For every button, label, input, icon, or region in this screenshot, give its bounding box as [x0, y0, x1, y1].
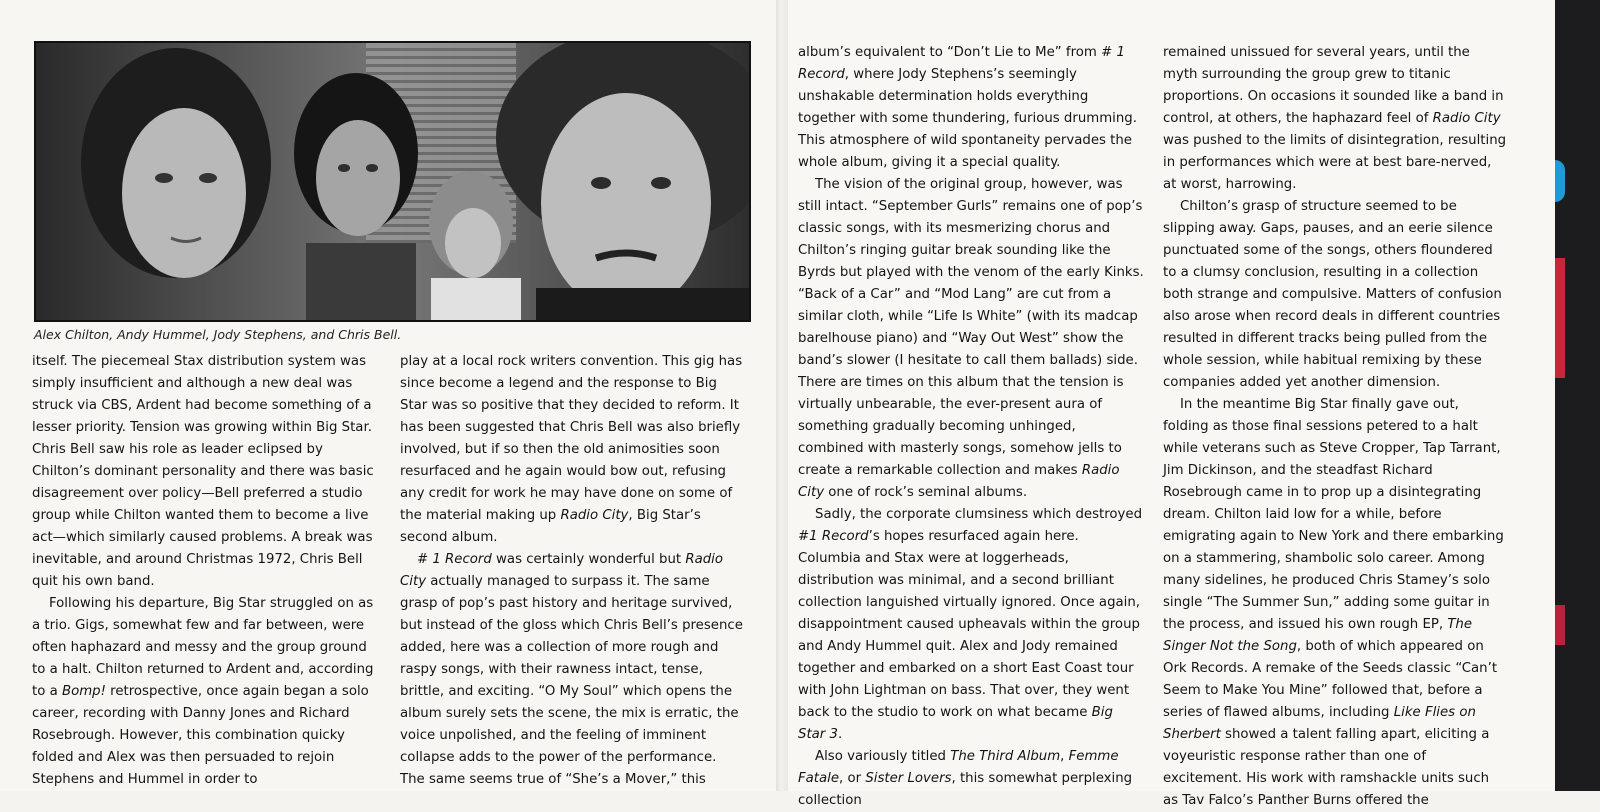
- text-column-1: [32, 351, 382, 791]
- paragraph-text: , where Jody Stephens’s seemingly unshakable determination holds everything together with some thundering, furious drumming. This atmosphere of wild spontaneity pervades the whole album, giving it a special quality.: [798, 67, 1137, 170]
- cover-stripe-blue: [1555, 160, 1565, 202]
- paragraph-text: , Big Star’s second album.: [400, 508, 701, 545]
- band-photo-image: [36, 43, 749, 320]
- paragraph: [798, 42, 1144, 174]
- paragraph: [400, 549, 743, 791]
- paragraph-text: one of rock’s seminal albums.: [824, 485, 1028, 500]
- paragraph-text: ’s hopes resurfaced again here. Columbia and Stax were at loggerheads, distribution was minimal, and a second brilliant collection languished virtually ignored. Once again, disappointment caused upheavals within the group and Andy Hummel quit. Alex and Jody remained together and embarked on a short East Coast tour with John Lightman on bass. That over, they went back to the studio to work on what became: [798, 529, 1141, 720]
- album-title: Femme Fatale: [798, 749, 1119, 786]
- cover-edge: [1555, 0, 1600, 791]
- photo-caption: Alex Chilton, Andy Hummel, Jody Stephens, and Chris Bell.: [34, 327, 402, 342]
- paragraph: [1163, 394, 1508, 812]
- text-column-3: [798, 42, 1144, 812]
- paragraph: [798, 174, 1144, 504]
- cover-stripe-red-2: [1555, 605, 1565, 645]
- album-title: #1 Record: [798, 529, 869, 544]
- album-title: # 1 Record: [798, 45, 1125, 82]
- album-title: Radio City: [798, 463, 1120, 500]
- paragraph: [1163, 42, 1508, 196]
- paragraph-text: ,: [1060, 749, 1069, 764]
- cover-stripe-red: [1555, 258, 1565, 378]
- paragraph-text: In the meantime Big Star finally gave out, folding as those final sessions petered to a halt while veterans such as Steve Cropper, Tap Tarrant, Jim Dickinson, and the steadfast Richard Rosebrough came in to prop up a disintegrating dream. Chilton laid low for a while, before emigrating again to New York and there embarking on a stammering, shambolic solo career. Among many sidelines, he produced Chris Stamey’s solo single “The Summer Sun,” adding some guitar in the process, and issued his own rough EP,: [1163, 397, 1504, 632]
- paragraph-text: .: [837, 727, 843, 742]
- paragraph-text: , both of which appeared on Ork Records. A remake of the Seeds classic “Can’t Seem to Make You Mine” followed that, before a series of flawed albums, including: [1163, 639, 1498, 720]
- band-photo: [34, 41, 751, 322]
- paragraph-text: play at a local rock writers convention. This gig has since become a legend and the response to Big Star was so positive that they decided to reform. It has been suggested that Chris Bell was also briefly involved, but if so then the old animosities soon resurfaced and he again would bow out, refusing any credit for work he may have done on some of the material making up: [400, 354, 743, 523]
- paragraph: [32, 351, 382, 593]
- paragraph: [400, 351, 743, 549]
- paragraph-text: Chilton’s grasp of structure seemed to be slipping away. Gaps, pauses, and an eerie silence punctuated some of the songs, others floundered to a clumsy conclusion, resulting in a collection both strange and compulsive. Matters of confusion also arose when record deals in different countries resulted in different tracks being pulled from the whole session, while habitual remixing by these companies added yet another dimension.: [1163, 199, 1502, 390]
- album-title: Sister Lovers: [865, 771, 952, 786]
- album-title: Radio City: [560, 508, 629, 523]
- album-title: Radio City: [400, 552, 723, 589]
- album-title: The Singer Not the Song: [1163, 617, 1473, 654]
- album-title: Like Flies on Sherbert: [1163, 705, 1476, 742]
- album-title: The Third Album: [950, 749, 1061, 764]
- paragraph-text: Sadly, the corporate clumsiness which destroyed: [815, 507, 1143, 522]
- paragraph-text: retrospective, once again began a solo career, recording with Danny Jones and Richard Rosebrough. However, this combination quicky folded and Alex was then persuaded to rejoin Stephens and Hummel in order to: [32, 684, 369, 787]
- text-column-2: [400, 351, 743, 791]
- paragraph-text: was pushed to the limits of disintegration, resulting in performances which were at best bare-nerved, at worst, harrowing.: [1163, 133, 1507, 192]
- paragraph: [32, 593, 382, 791]
- paragraph-text: remained unissued for several years, until the myth surrounding the group grew to titanic proportions. On occasions it sounded like a band in control, at others, the haphazard feel of: [1163, 45, 1504, 126]
- paragraph-text: actually managed to surpass it. The same grasp of pop’s past history and heritage survived, but instead of the gloss which Chris Bell’s presence added, here was a collection of more rough and raspy songs, with their rawness intact, tense, brittle, and exciting. “O My Soul” which opens the album surely sets the scene, the mix is erratic, the voice unpolished, and the feeling of imminent collapse adds to the power of the performance. The same seems true of “She’s a Mover,” this: [400, 574, 743, 787]
- album-title: Radio City: [1432, 111, 1501, 126]
- paragraph-text: itself. The piecemeal Stax distribution system was simply insufficient and although a new deal was struck via CBS, Ardent had become something of a lesser priority. Tension was growing within Big Star. Chris Bell saw his role as leader eclipsed by Chilton’s dominant personality and there was basic disagreement over policy—Bell preferred a studio group while Chilton wanted them to become a live act—which similarly caused problems. A break was inevitable, and around Christmas 1972, Chris Bell quit his own band.: [32, 354, 374, 589]
- text-column-4: [1163, 42, 1508, 812]
- paragraph-text: showed a talent falling apart, eliciting a voyeuristic response rather than one of excitement. His work with ramshackle units such as Tav Falco’s Panther Burns offered the: [1163, 727, 1490, 808]
- paragraph-text: Also variously titled: [815, 749, 951, 764]
- paragraph: [798, 504, 1144, 746]
- paragraph-text: The vision of the original group, however, was still intact. “September Gurls” remains one of pop’s classic songs, with its mesmerizing chorus and Chilton’s ringing guitar break sounding like the Byrds but played with the venom of the early Kinks. “Back of a Car” and “Mod Lang” are cut from a similar cloth, while “Life Is White” (with its madcap barelhouse piano) and “Way Out West” show the band’s slower (I hesitate to call them ballads) side. There are times on this album that the tension is virtually unbearable, the ever-present aura of something gradually becoming unhinged, combined with masterly songs, somehow jells to create a remarkable collection and makes: [798, 177, 1144, 478]
- album-title: Big Star 3: [798, 705, 1113, 742]
- album-title: # 1 Record: [417, 552, 492, 567]
- paragraph-text: album’s equivalent to “Don’t Lie to Me” from: [798, 45, 1102, 60]
- paragraph: [1163, 196, 1508, 394]
- paragraph-text: , this somewhat perplexing collection: [798, 771, 1133, 808]
- paragraph-text: was certainly wonderful but: [491, 552, 686, 567]
- paragraph-text: , or: [839, 771, 866, 786]
- page-gutter: [776, 0, 788, 791]
- paragraph-text: Following his departure, Big Star struggled on as a trio. Gigs, somewhat few and far between, were often haphazard and messy and the group ground to a halt. Chilton returned to Ardent and, according to a: [32, 596, 374, 699]
- magazine-title: Bomp!: [61, 684, 106, 699]
- paragraph: [798, 746, 1144, 812]
